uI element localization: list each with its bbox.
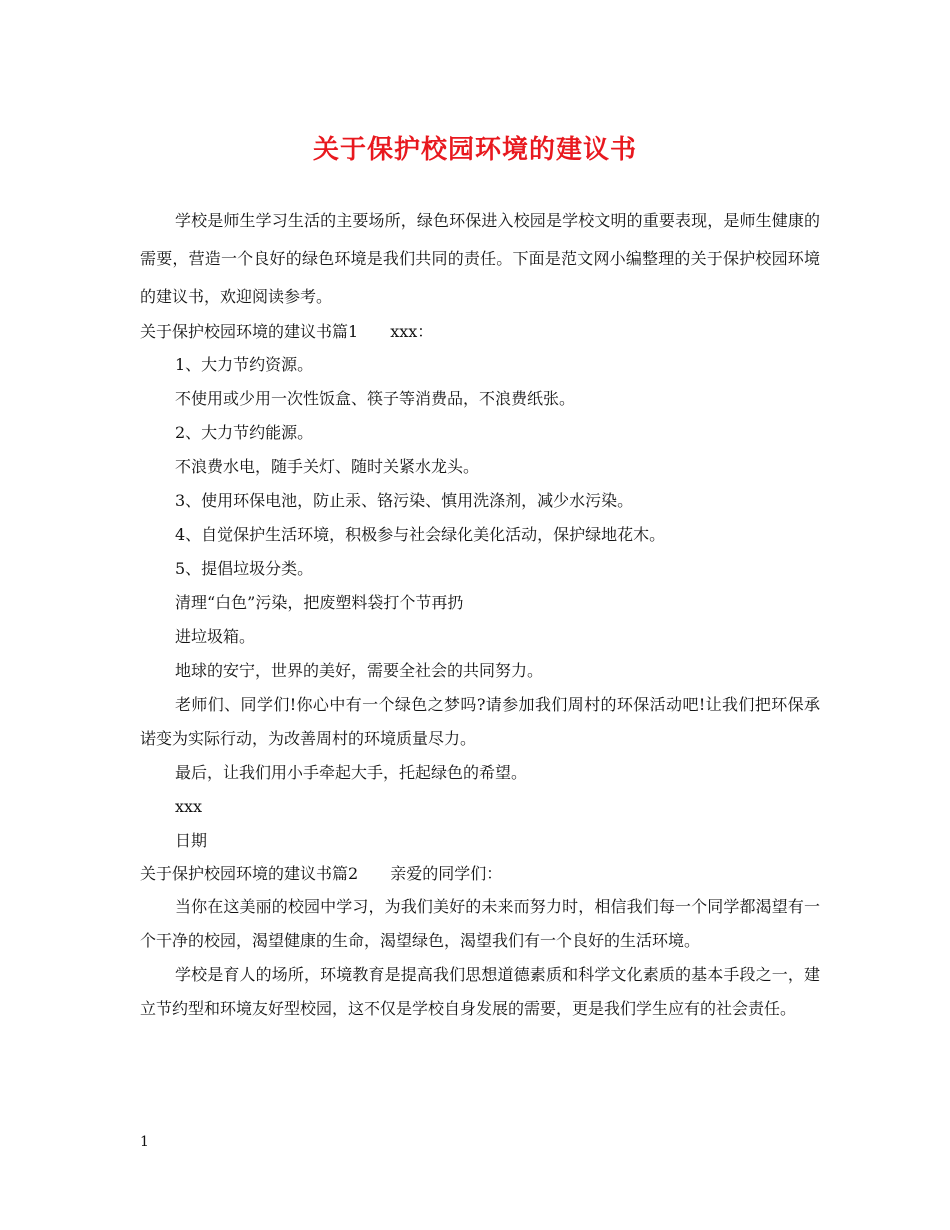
section-1-paragraph: 地球的安宁，世界的美好，需要全社会的共同努力。	[175, 661, 544, 680]
section-2-heading: 关于保护校园环境的建议书篇2	[140, 864, 359, 883]
intro-paragraph: 学校是师生学习生活的主要场所，绿色环保进入校园是学校文明的重要表现，是师生健康的需要，营造一个良好的绿色环境是我们共同的责任。下面是范文网小编整理的关于保护校园环境的建议书，欢迎阅读参考。	[140, 211, 820, 306]
section-1-salutation: xxx：	[390, 322, 434, 341]
section-1-heading: 关于保护校园环境的建议书篇1	[140, 322, 359, 341]
section-2-heading-row	[140, 858, 820, 890]
section-2-paragraph: 学校是育人的场所，环境教育是提高我们思想道德素质和科学文化素质的基本手段之一，建立节约型和环境友好型校园，这不仅是学校自身发展的需要，更是我们学生应有的社会责任。	[140, 965, 820, 1018]
section-1-paragraph: 4、自觉保护生活环境，积极参与社会绿化美化活动，保护绿地花木。	[175, 525, 666, 544]
section-1-paragraph: 3、使用环保电池，防止汞、铬污染、慎用洗涤剂，减少水污染。	[175, 491, 634, 510]
section-1-date: 日期	[175, 831, 208, 850]
document-body	[140, 202, 820, 1026]
section-1-paragraph: 不浪费水电，随手关灯、随时关紧水龙头。	[175, 457, 480, 476]
section-1-paragraph: 清理“白色”污染，把废塑料袋打个节再扔	[175, 593, 464, 612]
section-1-paragraph: 不使用或少用一次性饭盒、筷子等消费品，不浪费纸张。	[175, 389, 576, 408]
document-title: 关于保护校园环境的建议书	[312, 135, 637, 165]
section-1-heading-row	[140, 316, 820, 348]
section-1-paragraph: 最后，让我们用小手牵起大手，托起绿色的希望。	[175, 763, 528, 782]
page-number: 1	[140, 1134, 149, 1150]
section-2-salutation: 亲爱的同学们：	[390, 864, 503, 883]
section-1-signature: xxx	[175, 797, 203, 816]
section-1-paragraph: 1、大力节约资源。	[175, 355, 314, 374]
section-1-paragraph: 2、大力节约能源。	[175, 423, 314, 442]
section-2-paragraph: 当你在这美丽的校园中学习，为我们美好的未来而努力时，相信我们每一个同学都渴望有一个干净的校园，渴望健康的生命，渴望绿色，渴望我们有一个良好的生活环境。	[140, 897, 820, 950]
section-1-paragraph: 5、提倡垃圾分类。	[175, 559, 314, 578]
section-1-paragraph: 进垃圾箱。	[175, 627, 256, 646]
section-1-paragraph: 老师们、同学们!你心中有一个绿色之梦吗?请参加我们周村的环保活动吧!让我们把环保承诺变为实际行动，为改善周村的环境质量尽力。	[140, 695, 820, 748]
